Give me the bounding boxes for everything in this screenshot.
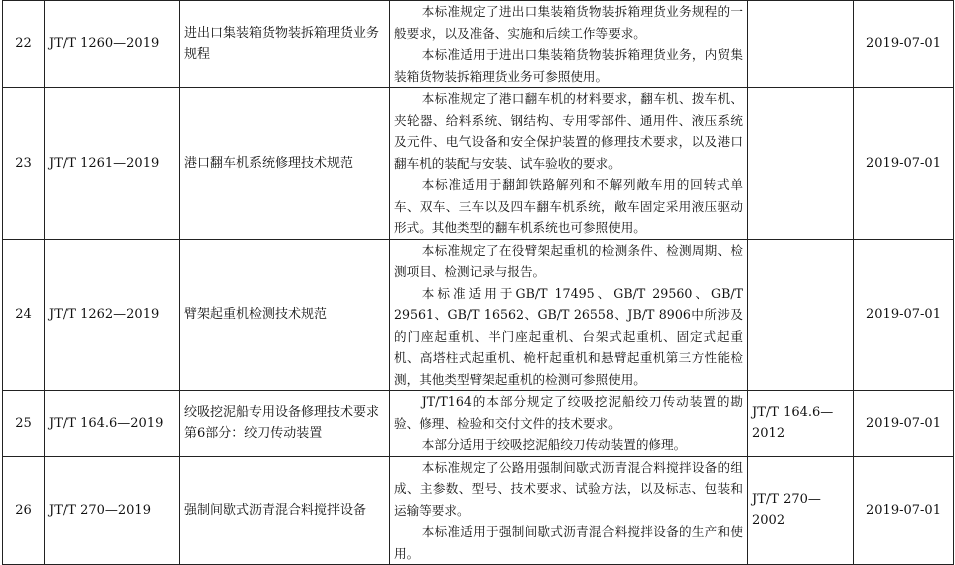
scope-paragraph: 本标准适用于GB/T 17495、GB/T 29560、GB/T 29561、GB/T 16562、GB/T 26558、JB/T 8906中所涉及的门座起重机、半门座起重机、台架式起重机、固定式起重机、高塔柱式起重机、桅杆起重机和悬臂起重机第三方性能检测，其他类型臂架起重机的检测可参照使用。 [394, 285, 743, 387]
table-row [3, 239, 954, 391]
effective-date: 2019-07-01 [854, 456, 954, 565]
effective-date: 2019-07-01 [854, 88, 954, 240]
scope-paragraph: 本标准适用于翻卸铁路解列和不解列敞车用的回转式单车、双车、三车以及四车翻车机系统，敞车固定采用液压驱动形式。其他类型的翻车机系统也可参照使用。 [394, 177, 743, 235]
scope-paragraph: 本标准规定了公路用强制间歇式沥青混合料搅拌设备的组成、主参数、型号、技术要求、试验方法，以及标志、包装和运输等要求。 [394, 459, 743, 518]
row-number: 25 [3, 391, 45, 457]
standard-code: JT/T 1260—2019 [45, 1, 180, 88]
effective-date: 2019-07-01 [854, 239, 954, 391]
scope-paragraph: 本标准规定了港口翻车机的材料要求，翻车机、拨车机、夹轮器、给料系统、钢结构、专用零部件、通用件、液压系统及元件、电气设备和安全保护装置的修理技术要求，以及港口翻车机的装配与安装、试车验收的要求。 [394, 91, 743, 171]
replaced-standard [748, 88, 854, 240]
scope-paragraph: 本部分适用于绞吸挖泥船绞刀传动装置的修理。 [421, 437, 687, 452]
standard-name: 臂架起重机检测技术规范 [180, 239, 390, 391]
scope-paragraph: 本标准规定了在役臂架起重机的检测条件、检测周期、检测项目、检测记录与报告。 [394, 242, 743, 279]
standard-scope [390, 88, 748, 240]
standard-scope [390, 391, 748, 457]
replaced-standard [748, 239, 854, 391]
scope-paragraph: 本标准适用于强制间歇式沥青混合料搅拌设备的生产和使用。 [394, 524, 743, 561]
effective-date: 2019-07-01 [854, 391, 954, 457]
row-number: 22 [3, 1, 45, 88]
standards-table [2, 0, 954, 565]
table-row [3, 456, 954, 565]
standard-code: JT/T 1262—2019 [45, 239, 180, 391]
row-number: 23 [3, 88, 45, 240]
standard-name: 强制间歇式沥青混合料搅拌设备 [180, 456, 390, 565]
scope-paragraph: JT/T164的本部分规定了绞吸挖泥船绞刀传动装置的勘验、修理、检验和交付文件的技术要求。 [394, 394, 743, 431]
row-number: 24 [3, 239, 45, 391]
table-row [3, 88, 954, 240]
table-row [3, 1, 954, 88]
standard-scope [390, 1, 748, 88]
standard-code: JT/T 270—2019 [45, 456, 180, 565]
table-row [3, 391, 954, 457]
replaced-standard [748, 1, 854, 88]
standard-scope [390, 456, 748, 565]
replaced-standard: JT/T 270—2002 [748, 456, 854, 565]
row-number: 26 [3, 456, 45, 565]
replaced-standard: JT/T 164.6—2012 [748, 391, 854, 457]
effective-date: 2019-07-01 [854, 1, 954, 88]
standard-scope [390, 239, 748, 391]
standard-name: 港口翻车机系统修理技术规范 [180, 88, 390, 240]
standard-name: 进出口集装箱货物装拆箱理货业务规程 [180, 1, 390, 88]
standard-code: JT/T 164.6—2019 [45, 391, 180, 457]
scope-paragraph: 本标准适用于进出口集装箱货物装拆箱理货业务，内贸集装箱货物装拆箱理货业务可参照使用。 [394, 47, 743, 84]
standard-name: 绞吸挖泥船专用设备修理技术要求 第6部分：绞刀传动装置 [180, 391, 390, 457]
scope-paragraph: 本标准规定了进出口集装箱货物装拆箱理货业务规程的一般要求，以及准备、实施和后续工作等要求。 [394, 4, 743, 41]
standard-code: JT/T 1261—2019 [45, 88, 180, 240]
